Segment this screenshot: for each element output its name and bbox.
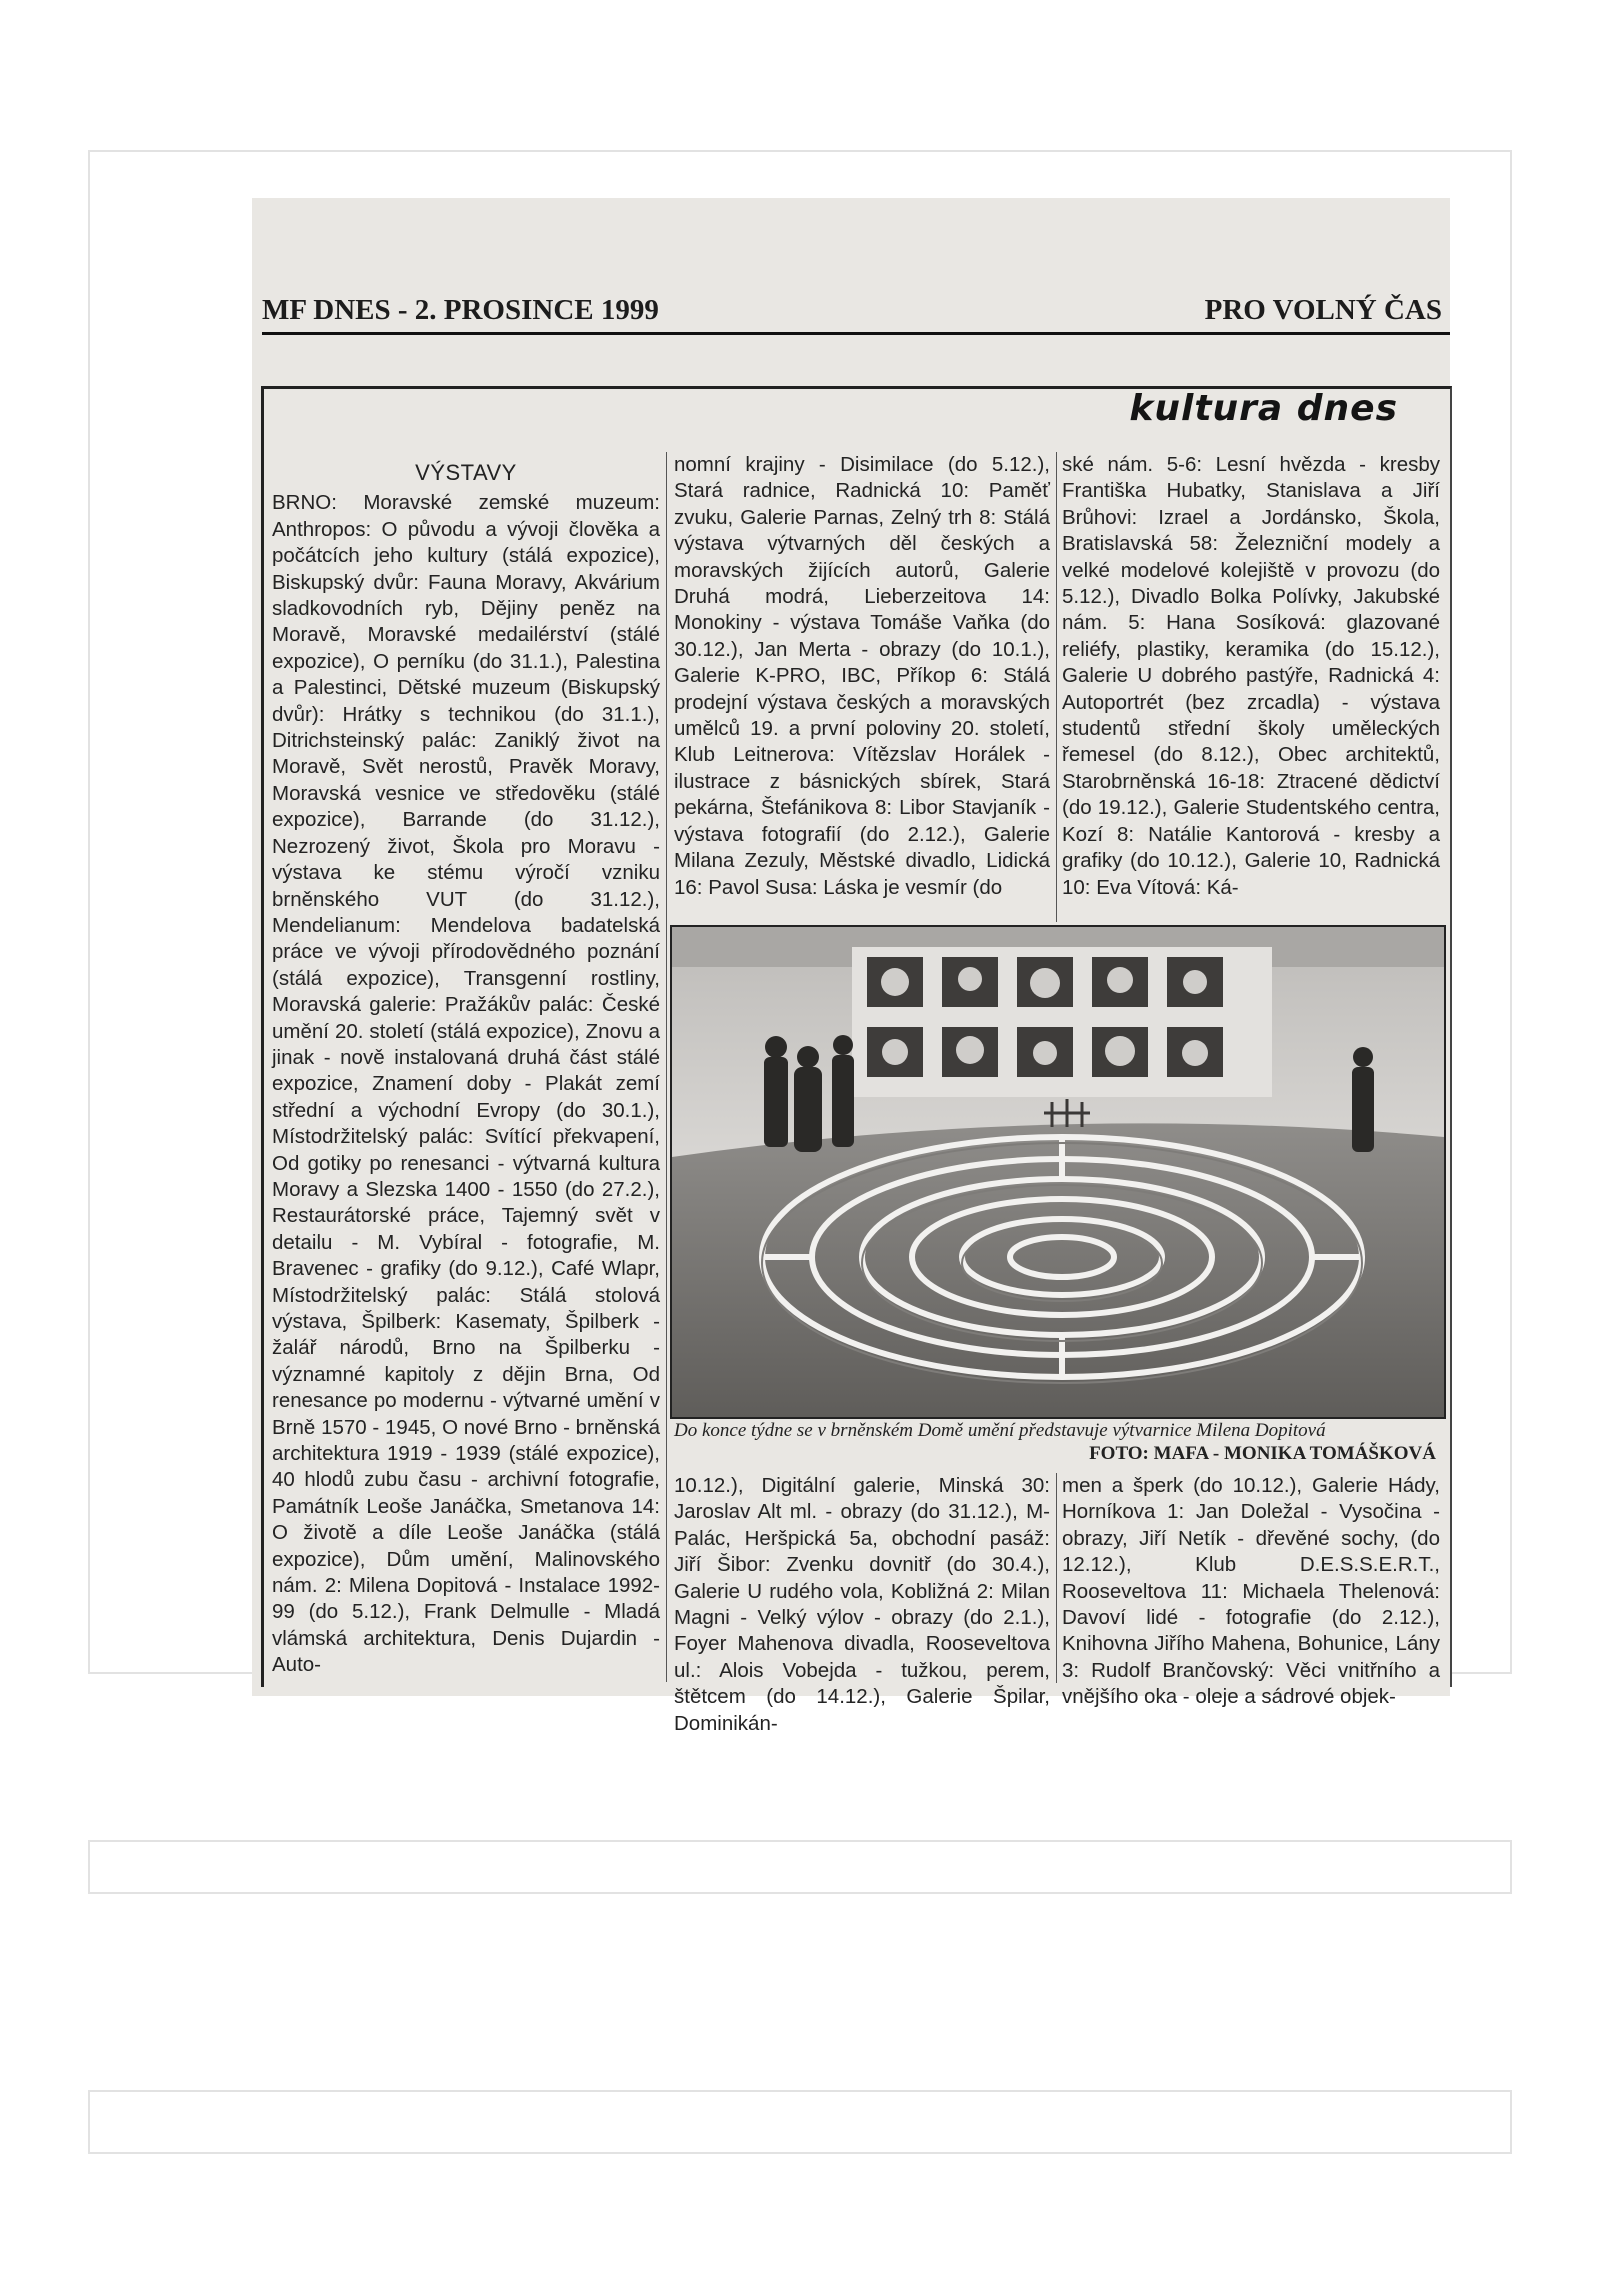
masthead xyxy=(262,294,1450,328)
column-3-top-text: ské nám. 5-6: Lesní hvězda - kresby Františka Hubatky, Stanislava a Jiří Brůhovi: Izrael a Jordánsko, Škola, Bratislavská 58: Železniční modely a velké modelové kolejiště v provozu (do 5.12.), Divadlo Bolka Polívky, Jakubské nám. 5: Hana Sosíková: glazované reliéfy, plastiky, keramika (do 15.12.), Galerie U dobrého pastýře, Radnická 4: Autoportrét (bez zrcadla) - výstava studentů střední školy uměleckých řemesel (do 8.12.), Obec architektů, Starobrněnská 16-18: Ztracené dědictví (do 19.12.), Galerie Studentského centra, Kozí 8: Natálie Kantorová - kresby a grafiky (do 10.12.), Galerie 10, Radnická 10: Eva Vítová: Ká- xyxy=(1062,453,1440,899)
section-title: kultura dnes xyxy=(1129,388,1398,429)
exhibition-photo-image xyxy=(672,927,1444,1417)
column-2-top-text: nomní krajiny - Disimilace (do 5.12.), Stará radnice, Radnická 10: Paměť zvuku, Galerie Parnas, Zelný trh 8: Stálá výstava výtvarných děl českých a moravských žijících autorů, Galerie Druhá modrá, Lieberzeitova 14: Monokiny - výstava Tomáše Vaňka (do 30.12.), Jan Merta - obrazy (do 10.1.), Galerie K-PRO, IBC, Příkop 6: Stálá prodejní výstava českých a moravských umělců 19. a první poloviny 20. století, Klub Leitnerova: Vítězslav Horálek - ilustrace z básnických sbírek, Stará pekárna, Štefánikova 8: Libor Stavjaník - výstava fotografií (do 2.12.), Galerie Milana Zezuly, Městské divadlo, Lidická 16: Pavol Susa: Láska je vesmír (do xyxy=(674,453,1050,899)
photo-caption: Do konce týdne se v brněnském Domě umění představuje výtvarnice Milena Dopitová xyxy=(674,1420,1326,1441)
masthead-date: MF DNES - 2. PROSINCE 1999 xyxy=(262,294,659,326)
column-2-bottom-text: 10.12.), Digitální galerie, Minská 30: Jaroslav Alt ml. - obrazy (do 31.12.), M-Palác, Heršpická 5a, obchodní pasáž: Jiří Šibor: Zvenku dovnitř (do 30.4.), Galerie U rudého vola, Kobližná 2: Milan Magni - Velký výlov - obrazy (do 2.1.), Foyer Mahenova divadla, Rooseveltova ul.: Alois Vobejda - tužkou, perem, štětcem (do 14.12.), Galerie Špilar, Dominikán- xyxy=(674,1474,1050,1735)
column-3-top xyxy=(1062,452,1440,922)
photo-credit: FOTO: MAFA - MONIKA TOMÁŠKOVÁ xyxy=(1089,1443,1436,1464)
column-divider-1 xyxy=(666,452,667,1682)
column-1-text: BRNO: Moravské zemské muzeum: Anthropos: O původu a vývoji člověka a počátcích jeho kultury (stálá expozice), Biskupský dvůr: Fauna Moravy, Akvárium sladkovodních ryb, Dějiny peněz na Moravě, Moravské medailérství (stálé expozice), O perníku (do 31.1.), Palestina a Palestinci, Dětské muzeum (Biskupský dvůr): Hrátky s technikou (do 31.1.), Ditrichsteinský palác: Zaniklý život na Moravě, Svět nerostů, Pravěk Moravy, Moravská vesnice ve středověku (stálé expozice), Barrande (do 31.12.), Nezrozený život, Škola pro Moravu - výstava ke stému výročí vzniku brněnského VUT (do 31.12.), Mendelianum: Mendelova badatelská práce ve vývoji přírodovědného poznání (stálá expozice), Transgenní rostliny, Moravská galerie: Pražákův palác: České umění 20. století (stálá expozice), Znovu a jinak - nově instalovaná druhá část stálé expozice, Znamení doby - Plakát zemí střední a východní Evropy (do 30.1.), Místodržitelský palác: Svítící překvapení, Od gotiky po renesanci - výtvarná kultura Moravy a Slezska 1400 - 1550 (do 27.2.), Restaurátorské práce, Tajemný svět v detailu - M. Vybíral - fotografie, M. Bravenec - grafiky (do 9.12.), Café Wlapr, Místodržitelský palác: Stálá stolová výstava, Špilberk: Kasematy, Špilberk - žalář národů, Brno na Špilberku - významné kapitoly z dějin Brna, Od renesance po modernu - výtvarné umění v Brně 1570 - 1945, O nové Brno - brněnská architektura 1919 - 1939 (stálé expozice), 40 hlodů zubu času - archivní fotografie, Památník Leoše Janáčka, Smetanova 14: O životě a díle Leoše Janáčka (stálá expozice), Dům umění, Malinovského nám. 2: Milena Dopitová - Instalace 1992-99 (do 5.12.), Frank Delmulle - Mladá vlámská architektura, Denis Dujardin - Auto- xyxy=(272,491,660,1677)
masthead-section: PRO VOLNÝ ČAS xyxy=(1204,294,1442,326)
ghost-frame-bottom xyxy=(88,1840,1512,1894)
column-2-top xyxy=(674,452,1050,922)
column-3-bottom-text: men a šperk (do 10.12.), Galerie Hády, Horníkova 1: Jan Doležal - Vysočina - obrazy, Jiří Netík - dřevěné sochy, (do 12.12.), Klub D.E.S.S.E.R.T., Rooseveltova 11: Michaela Thelenová: Davoví lidé - fotografie (do 2.12.), Knihovna Jiřího Mahena, Bohunice, Lány 3: Rudolf Brančovský: Věci vnitřního a vnějšího oka - oleje a sádrové objek- xyxy=(1062,1474,1440,1709)
column-divider-3 xyxy=(1056,1473,1057,1683)
column-3-bottom xyxy=(1062,1473,1440,1709)
ghost-frame-bottom-2 xyxy=(88,2090,1512,2154)
column-2-bottom xyxy=(674,1473,1050,1735)
column-1 xyxy=(272,460,660,1679)
newspaper-clipping xyxy=(252,198,1450,1735)
exhibition-photo xyxy=(670,925,1446,1419)
masthead-rule xyxy=(262,332,1450,335)
column-divider-2 xyxy=(1056,452,1057,922)
article-heading: VÝSTAVY xyxy=(415,460,517,485)
